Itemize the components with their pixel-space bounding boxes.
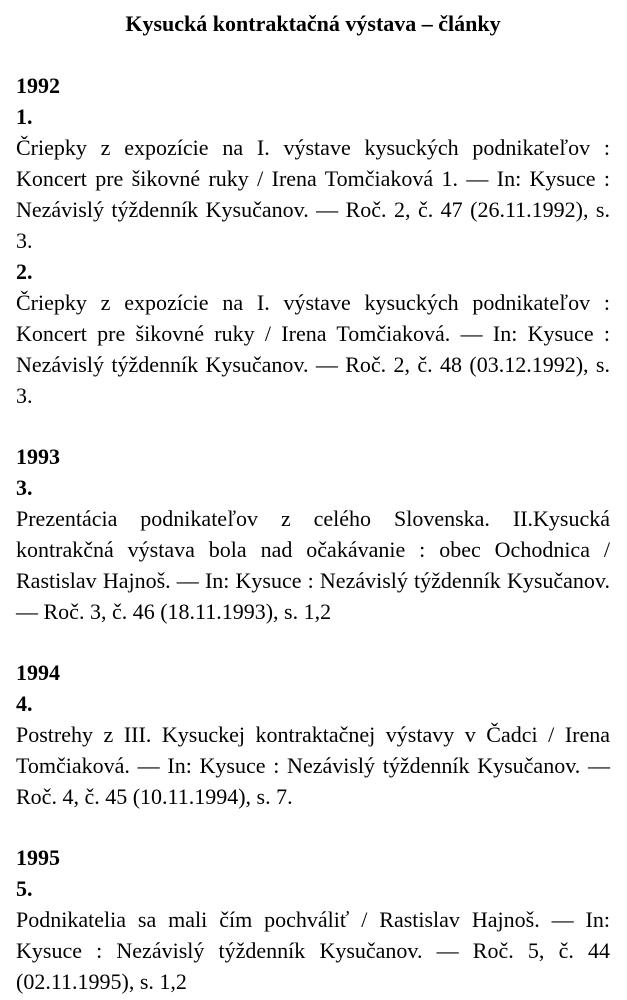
entry-text: Postrehy z III. Kysuckej kontraktačnej výstavy v Čadci / Irena Tomčiaková. — In: Kysuce : Nezávislý týždenník Kysučanov. — Roč. 4, č. 45 (10.11.1994), s. 7. [16, 722, 610, 809]
year-heading: 1994 [16, 660, 60, 685]
bibliography-entry [16, 688, 610, 812]
entry-number: 5. [16, 876, 33, 901]
year-heading: 1992 [16, 73, 60, 98]
entry-number: 3. [16, 475, 33, 500]
entry-text: Podnikatelia sa mali čím pochváliť / Rastislav Hajnoš. — In: Kysuce : Nezávislý týždenník Kysučanov. — Roč. 5, č. 44 (02.11.1995), s. 1,2 [16, 907, 610, 994]
bibliography-entry [16, 472, 610, 627]
year-heading: 1995 [16, 845, 60, 870]
bibliography-entry [16, 256, 610, 411]
entry-number: 4. [16, 691, 33, 716]
year-section-1995 [16, 842, 610, 997]
year-section-1993 [16, 441, 610, 627]
bibliography-entry [16, 101, 610, 256]
entry-text: Prezentácia podnikateľov z celého Slovenska. II.Kysucká kontrakčná výstava bola nad očakávanie : obec Ochodnica / Rastislav Hajnoš. — In: Kysuce : Nezávislý týždenník Kysučanov. — Roč. 3, č. 46 (18.11.1993), s. 1,2 [16, 506, 610, 624]
entry-number: 1. [16, 104, 33, 129]
document-title: Kysucká kontraktačná výstava – články [125, 11, 501, 36]
entry-text: Čriepky z expozície na I. výstave kysuckých podnikateľov : Koncert pre šikovné ruky / Irena Tomčiaková 1. — In: Kysuce : Nezávislý týždenník Kysučanov. — Roč. 2, č. 47 (26.11.1992), s. 3. [16, 135, 610, 253]
year-heading: 1993 [16, 444, 60, 469]
entry-number: 2. [16, 259, 33, 284]
bibliography-entry [16, 873, 610, 997]
year-section-1994 [16, 657, 610, 812]
year-section-1992 [16, 70, 610, 411]
entry-text: Čriepky z expozície na I. výstave kysuckých podnikateľov : Koncert pre šikovné ruky / Irena Tomčiaková. — In: Kysuce : Nezávislý týždenník Kysučanov. — Roč. 2, č. 48 (03.12.1992), s. 3. [16, 290, 610, 408]
